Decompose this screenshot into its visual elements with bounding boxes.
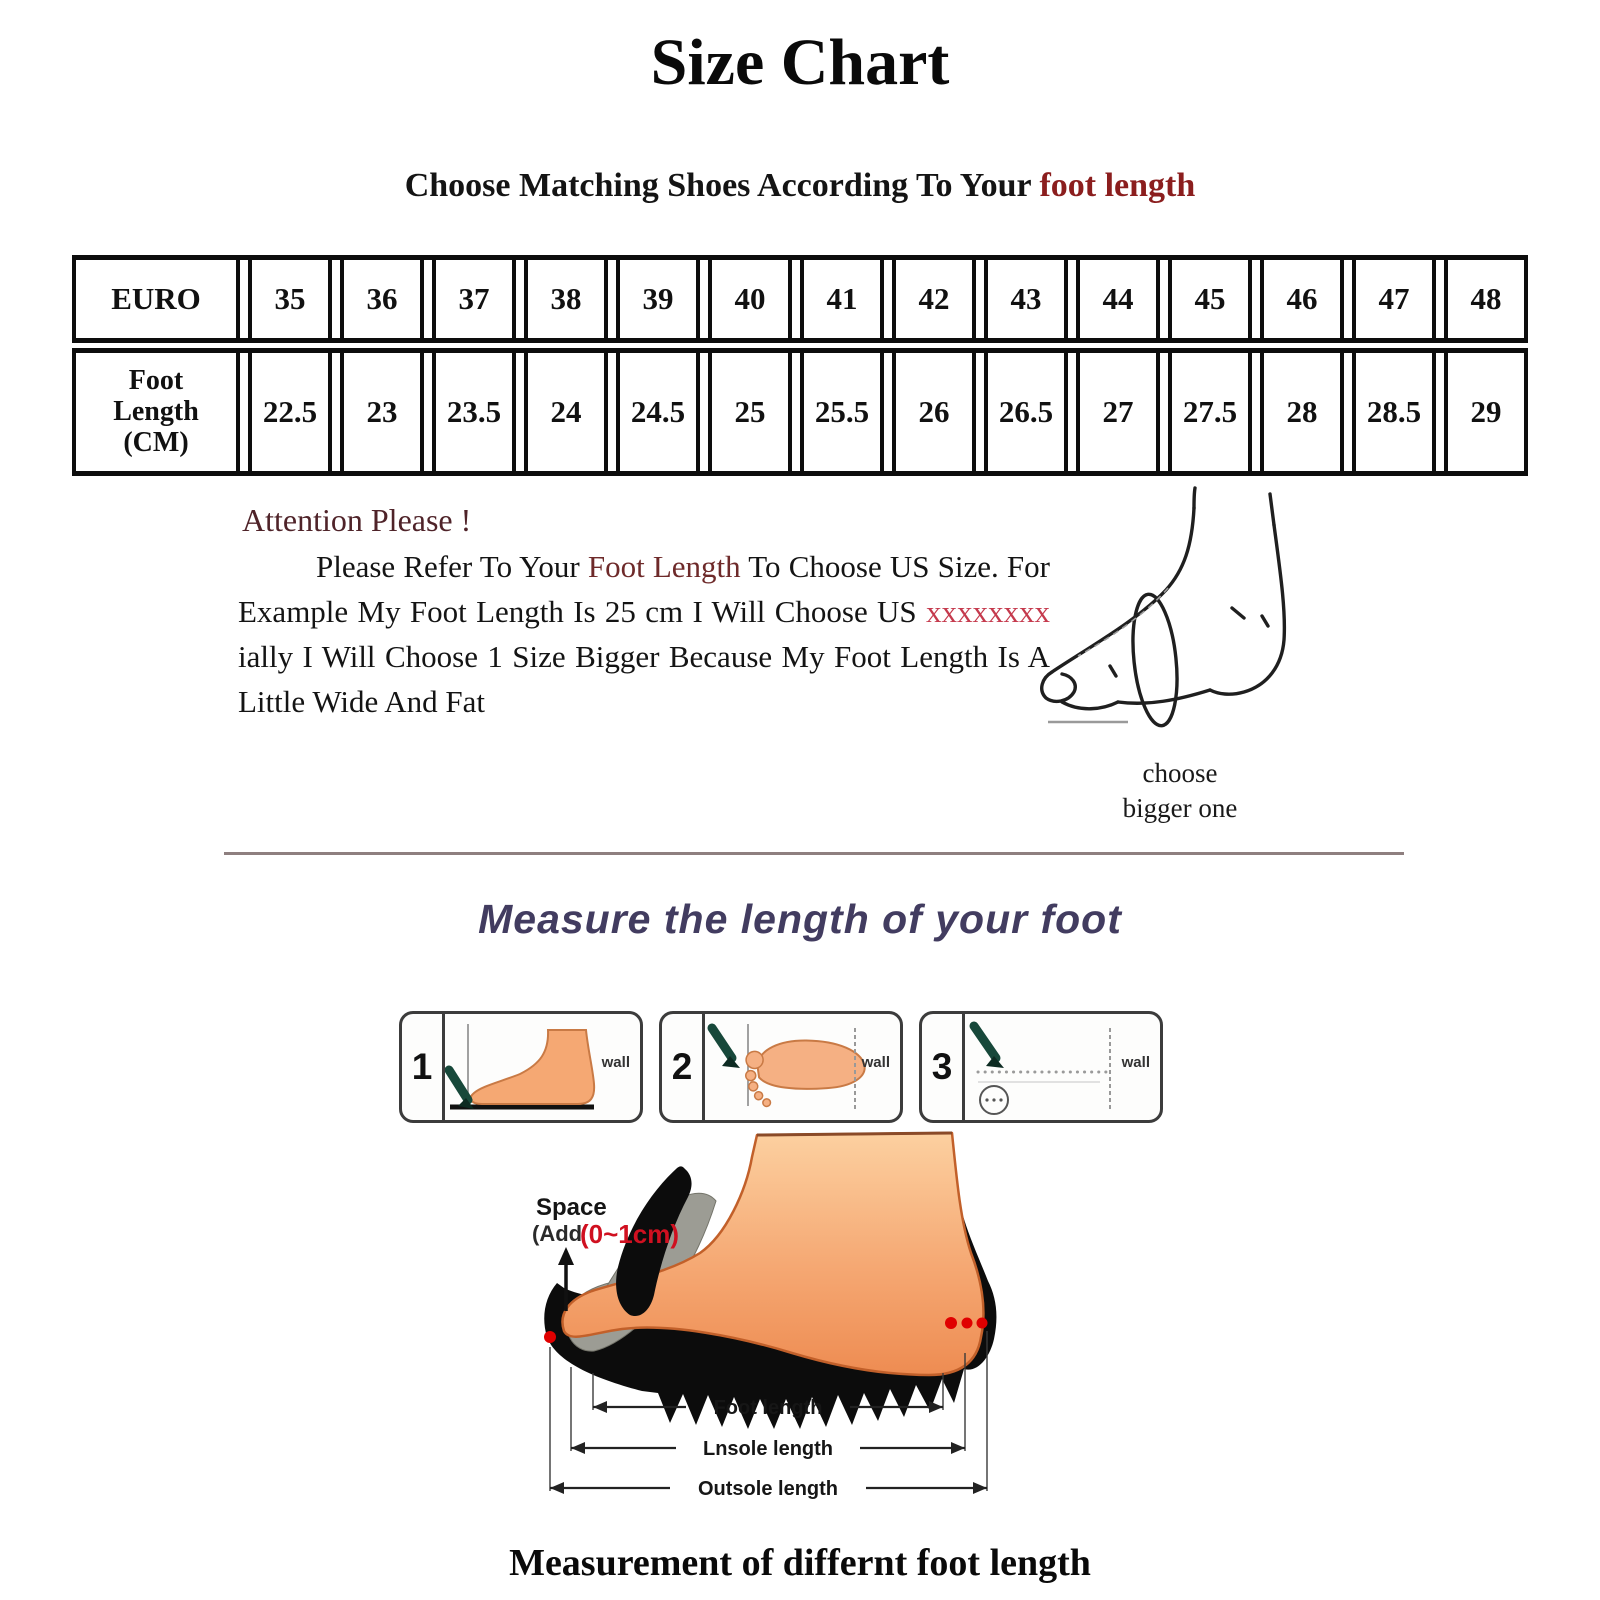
foot-length-cell: 23.5 — [432, 353, 516, 471]
step-number: 1 — [411, 1045, 433, 1087]
euro-size-cell: 39 — [616, 260, 700, 338]
space-label: Space — [536, 1193, 607, 1221]
euro-size-cell: 40 — [708, 260, 792, 338]
table-row-euro-sizes — [72, 255, 1528, 343]
euro-size-cell: 45 — [1168, 260, 1252, 338]
wall-label: wall — [1121, 1053, 1150, 1071]
attention-middle: To Choose US Size. For Example My Foot Length Is 25 cm I Will Choose US — [238, 548, 1050, 629]
attention-section — [0, 500, 1600, 886]
step-panel-1 — [399, 1011, 643, 1123]
foot-sketch-outline — [1042, 488, 1285, 728]
leg-cut-line — [757, 1133, 952, 1135]
measure-ellipse — [1127, 592, 1183, 728]
ankle-dash — [1232, 608, 1244, 618]
foot-length-cell: 27.5 — [1168, 353, 1252, 471]
attention-text-block — [238, 502, 1050, 725]
dimension-foot-length — [593, 1397, 943, 1419]
marker-pen-icon — [974, 1026, 996, 1058]
space-arrowhead — [558, 1247, 574, 1265]
foot-length-cell: 24.5 — [616, 353, 700, 471]
step-number: 2 — [671, 1045, 693, 1087]
shoe-diagram-svg — [500, 1115, 1060, 1515]
step-panel-3 — [919, 1011, 1163, 1123]
euro-size-cell: 47 — [1352, 260, 1436, 338]
space-add-label: (Add — [532, 1220, 583, 1246]
subtitle-highlight: foot length — [1039, 167, 1196, 205]
pen-tip — [722, 1056, 740, 1068]
attention-tail: ially I Will Choose 1 Size Bigger Because My Foot Length Is A Little Wide And Fat — [238, 638, 1050, 719]
dimension-insole-length — [571, 1438, 965, 1460]
foot-length-cell: 23 — [340, 353, 424, 471]
pen-tip — [986, 1056, 1004, 1068]
shoe-measurement-diagram — [0, 1115, 1600, 1515]
dot — [992, 1098, 995, 1101]
euro-size-cell: 36 — [340, 260, 424, 338]
marker-pen-icon — [712, 1028, 732, 1058]
foot-length-cell: 28.5 — [1352, 353, 1436, 471]
euro-size-cell: 46 — [1260, 260, 1344, 338]
foot-length-cell: 29 — [1444, 353, 1528, 471]
subtitle — [0, 167, 1600, 204]
foot-length-cell: 26 — [892, 353, 976, 471]
panel-separator — [442, 1014, 445, 1120]
foot-length-cell: 28 — [1260, 353, 1344, 471]
attention-paragraph — [238, 545, 1050, 725]
ankle-dash — [1262, 616, 1268, 626]
attention-foot-length-highlight: Foot Length — [587, 548, 741, 584]
step-panel-2 — [659, 1011, 903, 1123]
footprint-icon — [742, 1032, 868, 1109]
foot-side-icon — [471, 1030, 594, 1104]
foot-length-cell: 27 — [1076, 353, 1160, 471]
marker-pen-icon — [449, 1070, 468, 1100]
size-chart-table — [72, 255, 1528, 476]
diagram-caption: Measurement of differnt foot length — [509, 1541, 1091, 1584]
panel-separator — [962, 1014, 965, 1120]
euro-size-cell: 44 — [1076, 260, 1160, 338]
outsole-length-label: Outsole length — [698, 1477, 838, 1500]
foot-sketch-illustration — [1018, 480, 1318, 750]
sketch-note — [1080, 756, 1280, 826]
dot — [985, 1098, 988, 1101]
page-title: Size Chart — [650, 26, 950, 99]
measuring-steps — [0, 1011, 1600, 1123]
euro-size-cell: 42 — [892, 260, 976, 338]
sketch-note-line1: choose — [1142, 757, 1218, 788]
foot-length-cell: 25 — [708, 353, 792, 471]
table-header-foot-length: Foot Length (CM) — [72, 353, 240, 471]
foot-length-cell: 25.5 — [800, 353, 884, 471]
space-range-label: (0~1cm) — [580, 1218, 679, 1249]
attention-lead: Please Refer To Your — [316, 548, 588, 584]
wall-label: wall — [601, 1053, 630, 1071]
insole-length-label: Lnsole length — [703, 1437, 833, 1460]
foot-length-label: Foot length — [713, 1396, 823, 1419]
foot-length-cell: 22.5 — [248, 353, 332, 471]
euro-size-cell: 38 — [524, 260, 608, 338]
subtitle-text: Choose Matching Shoes According To Your — [404, 167, 1040, 205]
step-number: 3 — [931, 1045, 953, 1087]
attention-heading: Attention Please ! — [242, 501, 472, 538]
euro-size-cell: 43 — [984, 260, 1068, 338]
section-divider — [224, 852, 1404, 855]
dot — [999, 1098, 1002, 1101]
euro-size-cell: 37 — [432, 260, 516, 338]
euro-size-cell: 35 — [248, 260, 332, 338]
attention-redacted-text: xxxxxxxx — [926, 593, 1050, 629]
euro-size-cell: 41 — [800, 260, 884, 338]
foot-length-cell: 26.5 — [984, 353, 1068, 471]
measure-heading: Measure the length of your foot — [478, 895, 1122, 942]
wall-label: wall — [861, 1053, 890, 1071]
panel-separator — [702, 1014, 705, 1120]
euro-size-cell: 48 — [1444, 260, 1528, 338]
dimension-outsole-length — [550, 1478, 987, 1500]
foot-length-cell: 24 — [524, 353, 608, 471]
table-header-euro: EURO — [72, 260, 240, 338]
toe-tick — [1110, 666, 1116, 676]
sketch-note-line2: bigger one — [1122, 792, 1238, 823]
table-row-foot-lengths — [72, 348, 1528, 476]
